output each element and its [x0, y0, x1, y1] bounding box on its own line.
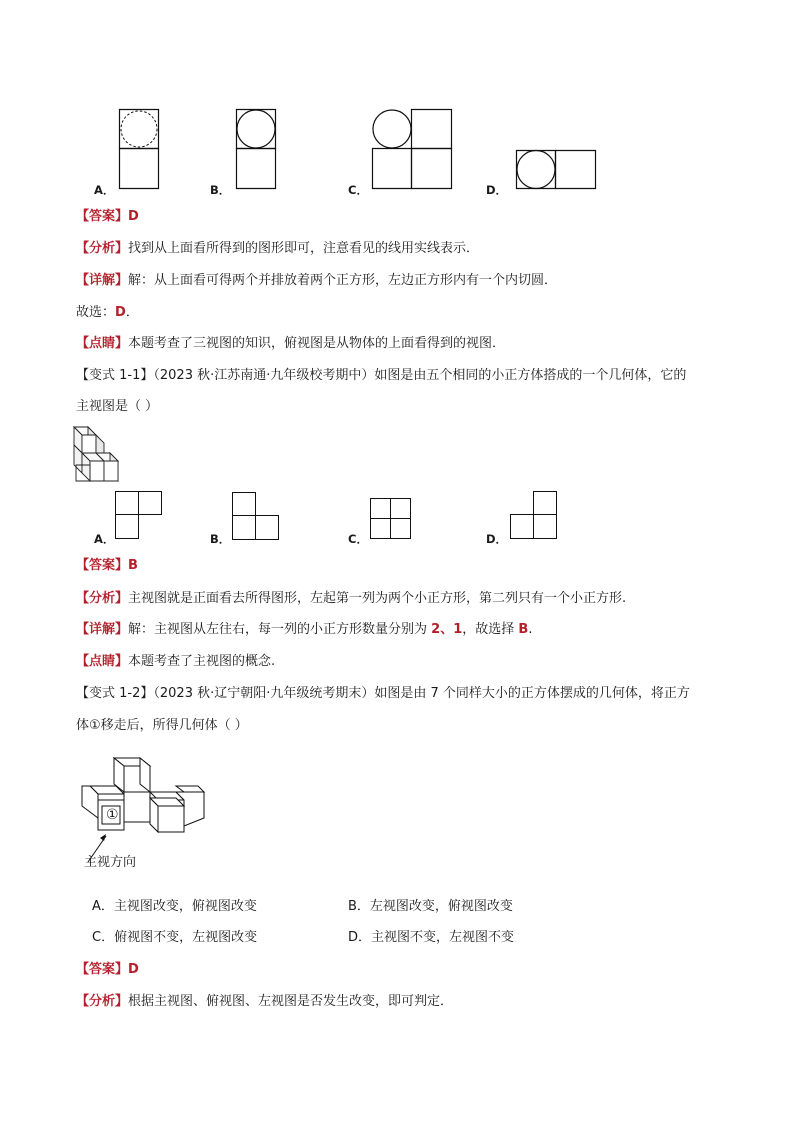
v12-choice-d: D．主视图不变，左视图不变 [348, 930, 515, 945]
q1-option-b-figure [236, 109, 276, 189]
q1-option-c-figure [372, 109, 452, 189]
v11-option-c-figure [370, 498, 412, 540]
v12-label: 【变式 1-2】 [76, 686, 154, 701]
v11-option-a-figure [115, 491, 163, 539]
q1-analysis-line: 【分析】找到从上面看所得到的图形即可，注意看见的线用实线表示． [76, 241, 480, 256]
q1-option-d-figure [516, 150, 596, 190]
v12-choice-c: C．俯视图不变，左视图改变 [92, 930, 258, 945]
q1-answer-line: 【答案】D [76, 209, 139, 224]
v12-stem-line1: 【变式 1-2】（2023 秋·辽宁朝阳·九年级统考期末）如图是由 7 个同样大小的正方体摆成的几何体，将正方 [76, 686, 690, 701]
v11-label: 【变式 1-1】 [76, 368, 154, 383]
q1-answer-value: D [128, 209, 139, 224]
v11-stem-line1: 【变式 1-1】（2023 秋·江苏南通·九年级校考期中）如图是由五个相同的小正方体搭成的一个几何体，它的 [76, 368, 687, 383]
v11-answer-line: 【答案】B [76, 558, 138, 573]
v11-point-line: 【点睛】本题考查了主视图的概念. [76, 654, 276, 669]
q1-option-a-label: A． [94, 183, 115, 197]
v12-analysis-line: 【分析】根据主视图、俯视图、左视图是否发生改变，即可判定． [76, 994, 454, 1009]
v11-option-d-figure [510, 491, 558, 539]
v11-option-a-label: A． [94, 532, 115, 546]
cube-1-label: ① [106, 807, 119, 823]
solid-circle [517, 151, 555, 189]
q1-option-d-label: D． [486, 183, 508, 197]
v12-answer-line: 【答案】D [76, 962, 139, 977]
v11-detail-line: 【详解】解：主视图从左往右，每一列的小正方形数量分别为 2、1，故选择 B. [76, 622, 533, 637]
v11-source: （2023 秋·江苏南通·九年级校考期中） [153, 368, 375, 383]
v12-choice-b: B．左视图改变，俯视图改变 [348, 899, 513, 914]
q1-point-line: 【点睛】本题考查了三视图的知识，俯视图是从物体的上面看得到的视图． [76, 336, 506, 351]
q1-option-c-label: C． [348, 183, 368, 197]
v12-stem-line2: 体①移走后，所得几何体（ ） [76, 718, 248, 733]
v11-stem-line2: 主视图是（ ） [76, 399, 159, 414]
v12-choice-a: A．主视图改变，俯视图改变 [92, 899, 257, 914]
q1-conclusion-line: 故选：D． [76, 305, 139, 320]
dashed-circle [121, 111, 157, 147]
v11-option-c-label: C． [348, 532, 368, 546]
v12-answer-value: D [128, 962, 139, 977]
solid-circle [373, 110, 411, 148]
v11-option-b-label: B． [210, 532, 231, 546]
v11-answer-value: B [128, 558, 138, 573]
q1-option-a-figure [119, 109, 159, 189]
v11-option-d-label: D． [486, 532, 508, 546]
v12-source: （2023 秋·辽宁朝阳·九年级统考期末） [153, 686, 375, 701]
solid-circle [237, 110, 275, 148]
v11-analysis-line: 【分析】主视图就是正面看去所得图形，左起第一列为两个小正方形，第二列只有一个小正方形. [76, 591, 627, 606]
q1-detail-line: 【详解】解：从上面看可得两个并排放着两个正方形，左边正方形内有一个内切圆． [76, 273, 558, 288]
v11-cube-figure [72, 425, 132, 485]
v11-option-b-figure [232, 492, 280, 540]
direction-label: 主视方向 [84, 855, 137, 870]
q1-option-b-label: B． [210, 183, 231, 197]
v12-cube-figure [80, 756, 210, 846]
